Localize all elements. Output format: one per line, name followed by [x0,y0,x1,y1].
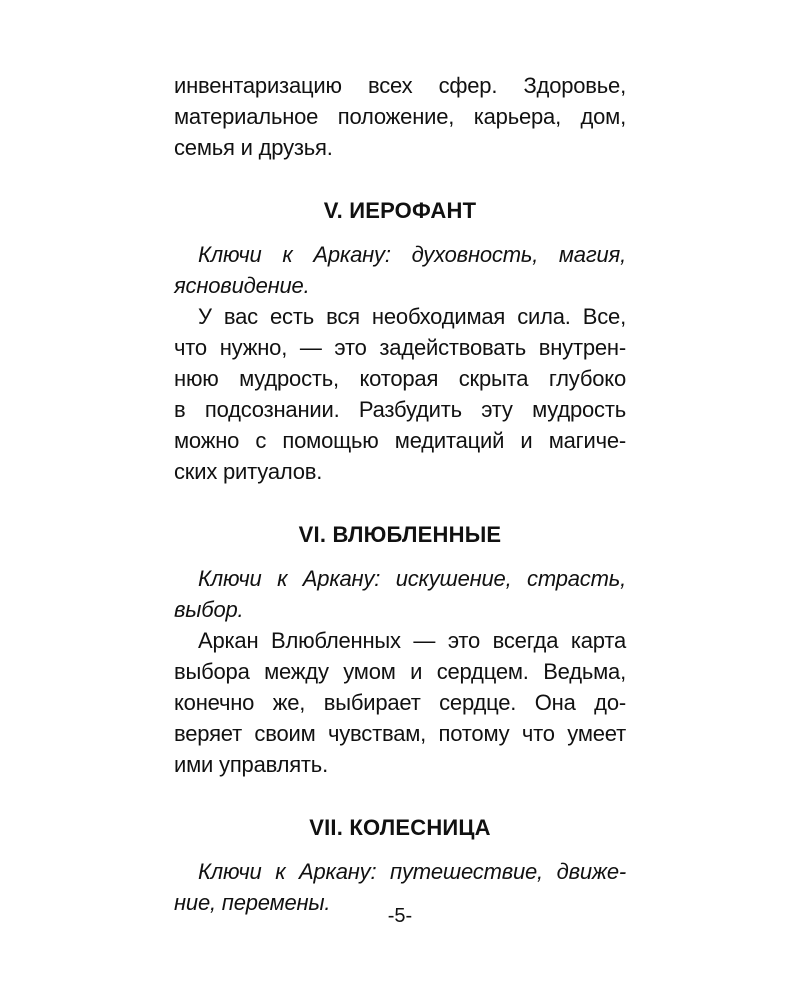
text-line: ими управлять. [174,752,328,777]
text-line: нюю мудрость, которая скрыта глубоко [174,366,626,391]
text-line: можно с помощью медитаций и магиче- [174,428,626,453]
intro-paragraph [174,70,626,163]
section-chariot [174,812,626,918]
section-heading: VII. КОЛЕСНИЦА [309,815,491,840]
keys-line: Ключи к Аркану: искушение, страсть, [198,566,626,591]
text-line: ских ритуалов. [174,459,323,484]
keys-line: выбор. [174,597,244,622]
text-line: семья и друзья. [174,135,333,160]
keys-line: ясновидение. [174,273,310,298]
section-lovers [174,519,626,780]
keys-line: Ключи к Аркану: духовность, магия, [198,242,626,267]
text-line: У вас есть вся необходимая сила. Все, [198,304,626,329]
text-line: Аркан Влюбленных — это всегда карта [198,628,626,653]
text-line: выбора между умом и сердцем. Ведьма, [174,659,626,684]
keys-line: ние, перемены. [174,890,331,915]
text-line: материальное положение, карьера, дом, [174,104,626,129]
text-line: инвентаризацию всех сфер. Здоровье, [174,73,626,98]
section-heading: V. ИЕРОФАНТ [323,198,477,223]
page-number: -5- [387,905,413,927]
keys-line: Ключи к Аркану: путешествие, движе- [198,859,626,884]
text-line: в подсознании. Разбудить эту мудрость [174,397,626,422]
section-heading: VI. ВЛЮБЛЕННЫЕ [298,522,502,547]
text-line: веряет своим чувствам, потому что умеет [174,721,626,746]
section-hierophant [174,195,626,487]
text-line: конечно же, выбирает сердце. Она до- [174,690,626,715]
book-page [174,70,626,918]
text-line: что нужно, — это задействовать внутрен- [174,335,626,360]
